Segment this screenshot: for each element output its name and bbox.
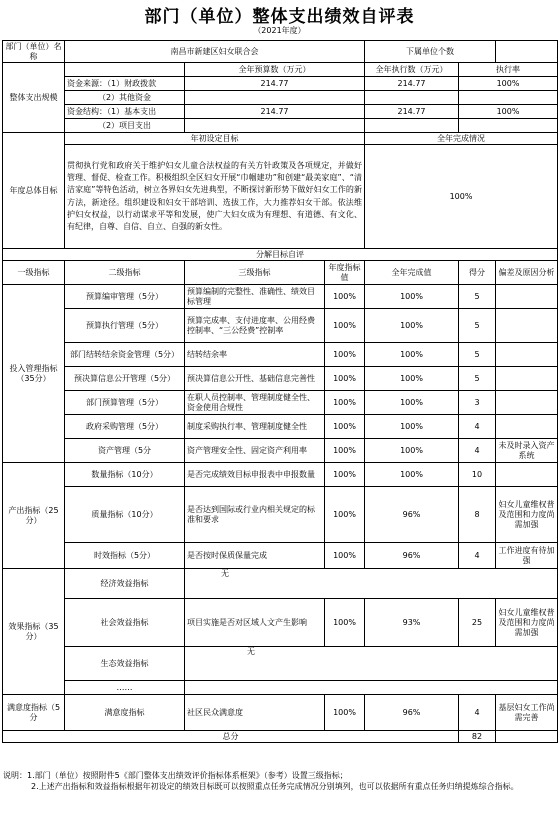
indicator-row: [3, 415, 558, 439]
indicator-l2: 政府采购管理（5分）: [65, 415, 185, 439]
indicator-row: [3, 695, 558, 731]
indicator-l3: 是否按时保质保量完成: [185, 543, 325, 569]
indicator-row: [3, 681, 558, 695]
indicator-actual: 96%: [365, 543, 459, 569]
header-level3: 三级指标: [185, 261, 325, 285]
header-level2: 二级指标: [65, 261, 185, 285]
indicator-l2: 预决算信息公开管理（5分）: [65, 367, 185, 391]
indicator-l3: 是否达到国际或行业内相关规定的标准和要求: [185, 487, 325, 543]
footnote-2: 2.上述产出指标和效益指标根据年初设定的绩效目标既可以按照重点任务完成情况分别填列，也可以依据所有重点任务归纳提炼综合指标。: [31, 782, 519, 791]
indicator-score: 5: [459, 309, 496, 343]
indicator-l2: 数量指标（10分）: [65, 463, 185, 487]
indicator-l2: 经济效益指标: [65, 569, 185, 599]
indicator-score: 4: [459, 543, 496, 569]
indicator-l3: 制度采购执行率、管理制度健全性: [185, 415, 325, 439]
indicator-score: 3: [459, 391, 496, 415]
evaluation-table: [2, 40, 558, 743]
header-actual: 全年完成值: [365, 261, 459, 285]
indicator-row: [3, 569, 558, 599]
indicator-deviation: [496, 463, 558, 487]
indicator-l2: 质量指标（10分）: [65, 487, 185, 543]
dept-name-label: 部门（单位）名称: [3, 41, 65, 63]
indicator-row: [3, 285, 558, 309]
indicator-actual: 100%: [365, 439, 459, 463]
indicator-target: 100%: [325, 285, 365, 309]
indicator-target: 100%: [325, 695, 365, 731]
indicator-l2: 时效指标（5分）: [65, 543, 185, 569]
indicator-l3: [185, 681, 558, 695]
indicator-l3: 项目实施是否对区域人文产生影响: [185, 599, 325, 647]
indicator-row: [3, 543, 558, 569]
indicator-row: [3, 343, 558, 367]
indicator-actual: 96%: [365, 487, 459, 543]
footnote-1: 说明：1.部门（单位）按照附件5《部门整体支出绩效评价指标体系框架》（参考）设置三级指标；: [3, 771, 348, 780]
indicator-l3: 在职人员控制率、管理制度健全性、资金使用合规性: [185, 391, 325, 415]
budget-row: [3, 105, 558, 119]
indicator-target: 100%: [325, 543, 365, 569]
indicator-actual: 100%: [365, 415, 459, 439]
indicator-actual: 100%: [365, 367, 459, 391]
budget-row-budget: [185, 119, 365, 133]
indicator-l2: 满意度指标: [65, 695, 185, 731]
budget-row-label: （2）其他资金: [65, 91, 185, 105]
header-level1: 一级指标: [3, 261, 65, 285]
decomposition-title: 分解目标自评: [3, 249, 558, 261]
indicator-deviation: [496, 309, 558, 343]
indicator-l3: 无: [185, 569, 558, 599]
indicator-row: [3, 391, 558, 415]
indicator-l3: 是否完成绩效目标申报表中申报数量: [185, 463, 325, 487]
header-deviation: 偏差及原因分析: [496, 261, 558, 285]
total-score: 82: [459, 731, 496, 743]
indicator-row: [3, 367, 558, 391]
page-title: 部门（单位）整体支出绩效自评表: [144, 7, 415, 27]
indicator-l2: 部门预算管理（5分）: [65, 391, 185, 415]
indicator-deviation: 未及时录入资产系统: [496, 439, 558, 463]
indicator-row: [3, 599, 558, 647]
indicator-actual: 100%: [365, 391, 459, 415]
indicator-deviation: 工作进度有待加强: [496, 543, 558, 569]
indicator-score: 5: [459, 285, 496, 309]
budget-row: [3, 91, 558, 105]
col-exec-header: 全年执行数（万元）: [365, 63, 459, 77]
indicator-target: 100%: [325, 415, 365, 439]
total-label: 总分: [3, 731, 459, 743]
indicator-deviation: 妇女儿童维权普及范围和力度尚需加强: [496, 487, 558, 543]
budget-row-rate: 100%: [459, 77, 558, 91]
budget-row-budget: 214.77: [185, 77, 365, 91]
indicator-deviation: 妇女儿童维权普及范围和力度尚需加强: [496, 599, 558, 647]
indicator-target: 100%: [325, 309, 365, 343]
indicator-actual: 100%: [365, 285, 459, 309]
total-deviation: [496, 731, 558, 743]
footnotes: [3, 770, 555, 792]
indicator-deviation: [496, 285, 558, 309]
indicator-l2: 社会效益指标: [65, 599, 185, 647]
annual-completion-header: 全年完成情况: [365, 133, 558, 145]
indicator-l3: 预算完成率、支付进度率、公用经费控制率、“三公经费”控制率: [185, 309, 325, 343]
indicator-actual: 96%: [365, 695, 459, 731]
indicator-actual: 100%: [365, 343, 459, 367]
effect-group-label: 效果指标（35分）: [3, 569, 65, 695]
indicator-actual: 100%: [365, 309, 459, 343]
col-budget-header: 全年预算数（万元）: [185, 63, 365, 77]
indicator-l2: 预算编审管理（5分）: [65, 285, 185, 309]
indicator-row: [3, 463, 558, 487]
budget-row: [3, 119, 558, 133]
indicator-row: [3, 487, 558, 543]
budget-row-rate: [459, 91, 558, 105]
indicator-deviation: 基层妇女工作尚需完善: [496, 695, 558, 731]
indicator-score: 8: [459, 487, 496, 543]
indicator-header-row: [3, 261, 558, 285]
indicator-l2: 资产管理（5分: [65, 439, 185, 463]
indicator-score: 5: [459, 367, 496, 391]
indicator-l2: 部门结转结余资金管理（5分）: [65, 343, 185, 367]
indicator-score: 10: [459, 463, 496, 487]
header-target: 年度指标值: [325, 261, 365, 285]
indicator-score: 5: [459, 343, 496, 367]
dept-name-value: 南昌市新建区妇女联合会: [65, 41, 365, 63]
indicator-l3: 预算编制的完整性、准确性、绩效目标管理: [185, 285, 325, 309]
indicator-actual: 100%: [365, 463, 459, 487]
budget-row-exec: [365, 119, 459, 133]
indicator-deviation: [496, 343, 558, 367]
indicator-target: 100%: [325, 599, 365, 647]
sub-units-value: [496, 41, 558, 63]
col-rate-header: 执行率: [459, 63, 558, 77]
header-score: 得分: [459, 261, 496, 285]
indicator-score: 25: [459, 599, 496, 647]
output-group-label: 产出指标（25分）: [3, 463, 65, 569]
indicator-row: [3, 647, 558, 681]
budget-row-budget: 214.77: [185, 105, 365, 119]
indicator-deviation: [496, 391, 558, 415]
indicator-target: 100%: [325, 439, 365, 463]
indicator-score: 4: [459, 695, 496, 731]
report-year: （2021年度）: [253, 26, 306, 35]
indicator-l3: 资产管理安全性、固定资产利用率: [185, 439, 325, 463]
indicator-l3: 预决算信息公开性、基础信息完善性: [185, 367, 325, 391]
sub-units-label: 下属单位个数: [365, 41, 496, 63]
indicator-target: 100%: [325, 463, 365, 487]
indicator-deviation: [496, 415, 558, 439]
indicator-target: 100%: [325, 343, 365, 367]
indicator-l3: 结转结余率: [185, 343, 325, 367]
annual-completion-value: 100%: [365, 145, 558, 249]
total-row: [3, 731, 558, 743]
annual-target-text: 贯彻执行党和政府关于维护妇女儿童合法权益的有关方针政策及各项规定，并做好管理、督促、检查工作。积极组织全区妇女开展“巾帼建功”和创建“最美家庭”、“清洁家庭”等特色活动，树立各界妇女先进典型，不断探讨新形势下做好妇女工作的新方法，新途径。组织建设和妇女干部培训、选拔工作，大力推荐妇女干部。依法维护妇女权益，以行动谋求平等和发展，使广大妇女成为有理想、有道德、有文化、有纪律，自尊、自信、自立、自强的新女性。: [65, 145, 365, 249]
indicator-l3: 无: [185, 647, 558, 681]
indicator-target: 100%: [325, 367, 365, 391]
annual-target-header: 年初设定目标: [65, 133, 365, 145]
indicator-l2: 生态效益指标: [65, 647, 185, 681]
budget-row-label: （2）项目支出: [65, 119, 185, 133]
budget-row-exec: 214.77: [365, 105, 459, 119]
annual-section-label: 年度总体目标: [3, 133, 65, 249]
indicator-row: [3, 439, 558, 463]
budget-row-budget: [185, 91, 365, 105]
input-group-label: 投入管理指标（35分）: [3, 285, 65, 463]
satisfaction-group-label: 满意度指标（5分: [3, 695, 65, 731]
budget-row-rate: [459, 119, 558, 133]
indicator-target: 100%: [325, 391, 365, 415]
budget-header-blank: [65, 63, 185, 77]
budget-row-exec: 214.77: [365, 77, 459, 91]
budget-row-rate: 100%: [459, 105, 558, 119]
indicator-deviation: [496, 367, 558, 391]
indicator-l3: 社区民众满意度: [185, 695, 325, 731]
indicator-row: [3, 309, 558, 343]
budget-section-label: 整体支出规模: [3, 63, 65, 133]
indicator-actual: 93%: [365, 599, 459, 647]
budget-row: [3, 77, 558, 91]
indicator-target: 100%: [325, 487, 365, 543]
indicator-score: 4: [459, 415, 496, 439]
indicator-score: 4: [459, 439, 496, 463]
budget-row-label: 资金结构：（1）基本支出: [65, 105, 185, 119]
indicator-l2: ……: [65, 681, 185, 695]
budget-row-exec: [365, 91, 459, 105]
budget-row-label: 资金来源：（1）财政拨款: [65, 77, 185, 91]
indicator-l2: 预算执行管理（5分）: [65, 309, 185, 343]
